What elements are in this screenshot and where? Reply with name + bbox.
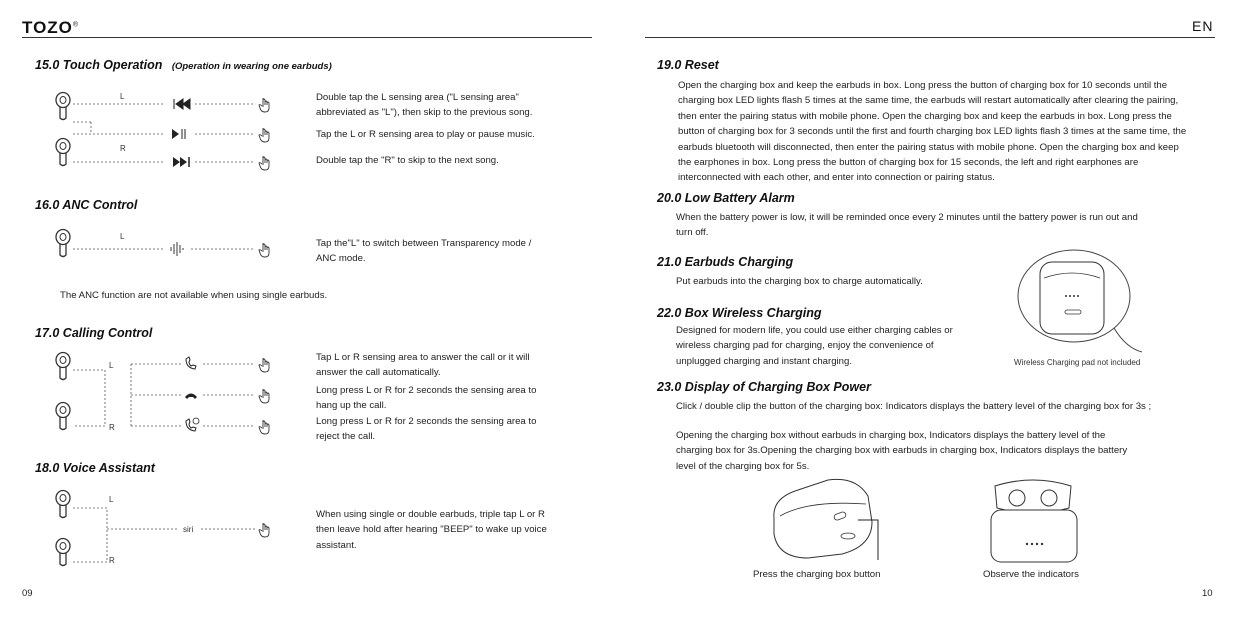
earbuds-charging-text: Put earbuds into the charging box to charge automatically.	[676, 276, 923, 287]
anc-text: Tap the"L" to switch between Transparency mode / ANC mode.	[316, 238, 532, 265]
display-text-1: Click / double clip the button of the charging box: Indicators displays the battery level of the charging box for 3s ;	[676, 401, 1152, 412]
brand-logo: TOZO®	[22, 18, 80, 37]
earbud-left-icon	[56, 230, 70, 257]
wireless-charging-illustration	[1010, 248, 1145, 363]
display-text-2: Opening the charging box without earbuds in charging box, Indicators displays the battery level of the charging box for 3s.Opening the charging box with earbuds in charging box, Indicators displays the battery level of the charging box for 5s.	[676, 430, 1128, 472]
hang-up-icon	[185, 394, 197, 400]
section-22-title: 22.0 Box Wireless Charging	[657, 306, 822, 320]
calling-item-3: Long press L or R for 2 seconds the sensing area to reject the call.	[316, 416, 537, 443]
header-rule-right	[645, 37, 1215, 38]
section-19-title: 19.0 Reset	[657, 58, 719, 72]
label-l: L	[109, 361, 114, 370]
touch-item-3: Double tap the "R" to skip to the next song.	[316, 155, 499, 166]
tap-hand-icon	[259, 128, 269, 142]
open-charging-box-illustration	[985, 478, 1085, 568]
earbud-left-icon	[56, 353, 70, 380]
earbud-right-icon	[56, 403, 70, 430]
reject-call-icon	[186, 418, 199, 431]
long-press-hand-icon	[259, 420, 269, 434]
label-l: L	[120, 92, 125, 101]
tap-hand-icon	[259, 523, 269, 537]
earbud-left-icon	[56, 491, 70, 518]
sound-wave-icon	[171, 242, 183, 256]
label-r: R	[109, 556, 115, 565]
tap-hand-icon	[259, 358, 269, 372]
language-label: EN	[1192, 18, 1214, 34]
reset-text: Open the charging box and keep the earbuds in box. Long press the button of charging box for 10 seconds until the charging box LED lights flash 5 times at the same time, the earbuds will restart automatically after clearing the pairing, then enter the pairing status with mobile phone. Open the charging box and keep the earbuds in box. Long press the button of charging box for 3 seconds until the first and fourth charging box LED lights flash 3 times at the same time, the earbuds bluetooth will disconnected, then enter the pairing status with mobile phone. Open the charging box and keep the earphones in box. Long press the button of charging box for 15 seconds, the left and right earphones are interconnected with each other, and enter into connection or pairing status.	[678, 80, 1187, 184]
label-l: L	[109, 495, 114, 504]
calling-item-1: Tap L or R sensing area to answer the call or it will answer the call automatically.	[316, 352, 530, 379]
tap-hand-icon	[259, 243, 269, 257]
earbud-right-icon	[56, 539, 70, 566]
siri-label: siri	[183, 525, 194, 534]
calling-diagram	[55, 350, 285, 440]
low-battery-text: When the battery power is low, it will be reminded once every 2 minutes until the battery power is run out and turn off.	[676, 212, 1138, 239]
caption-observe-indicators: Observe the indicators	[983, 569, 1079, 580]
charging-box-button-illustration	[768, 478, 888, 568]
header-rule-left	[22, 37, 592, 38]
touch-item-2: Tap the L or R sensing area to play or pause music.	[316, 129, 535, 140]
section-20-title: 20.0 Low Battery Alarm	[657, 191, 795, 205]
label-l: L	[120, 232, 125, 241]
wireless-charging-text: Designed for modern life, you could use either charging cables or wireless charging pad for charging, enjoy the convenience of unplugged charging and instant charging.	[676, 325, 953, 367]
section-23-title: 23.0 Display of Charging Box Power	[657, 380, 871, 394]
anc-diagram	[55, 229, 285, 269]
section-15-title: 15.0 Touch Operation (Operation in wearing one earbuds)	[35, 58, 332, 72]
tap-hand-icon	[259, 156, 269, 170]
touch-operation-diagram	[55, 92, 285, 182]
page-number-right: 10	[1202, 588, 1213, 599]
previous-track-icon	[174, 99, 190, 109]
caption-press-button: Press the charging box button	[753, 569, 881, 580]
wireless-caption: Wireless Charging pad not included	[1014, 358, 1141, 367]
earbud-right-icon	[56, 139, 70, 166]
play-pause-icon	[172, 129, 185, 139]
calling-item-2: Long press L or R for 2 seconds the sensing area to hang up the call.	[316, 385, 537, 412]
earbud-left-icon	[56, 93, 70, 120]
long-press-hand-icon	[259, 389, 269, 403]
next-track-icon	[173, 157, 189, 167]
label-r: R	[120, 144, 126, 153]
section-18-title: 18.0 Voice Assistant	[35, 461, 155, 475]
tap-hand-icon	[259, 98, 269, 112]
answer-call-icon	[186, 357, 196, 369]
touch-item-1: Double tap the L sensing area ("L sensing area" abbreviated as "L"), then skip to the previous song.	[316, 92, 533, 119]
voice-assistant-text: When using single or double earbuds, triple tap L or R then leave hold after hearing "BEEP" to wake up voice assistant.	[316, 509, 547, 551]
section-17-title: 17.0 Calling Control	[35, 326, 153, 340]
page-number-left: 09	[22, 588, 33, 599]
section-21-title: 21.0 Earbuds Charging	[657, 255, 794, 269]
section-16-title: 16.0 ANC Control	[35, 198, 138, 212]
anc-note: The ANC function are not available when using single earbuds.	[60, 290, 328, 301]
voice-assistant-diagram	[55, 490, 285, 570]
label-r: R	[109, 423, 115, 432]
